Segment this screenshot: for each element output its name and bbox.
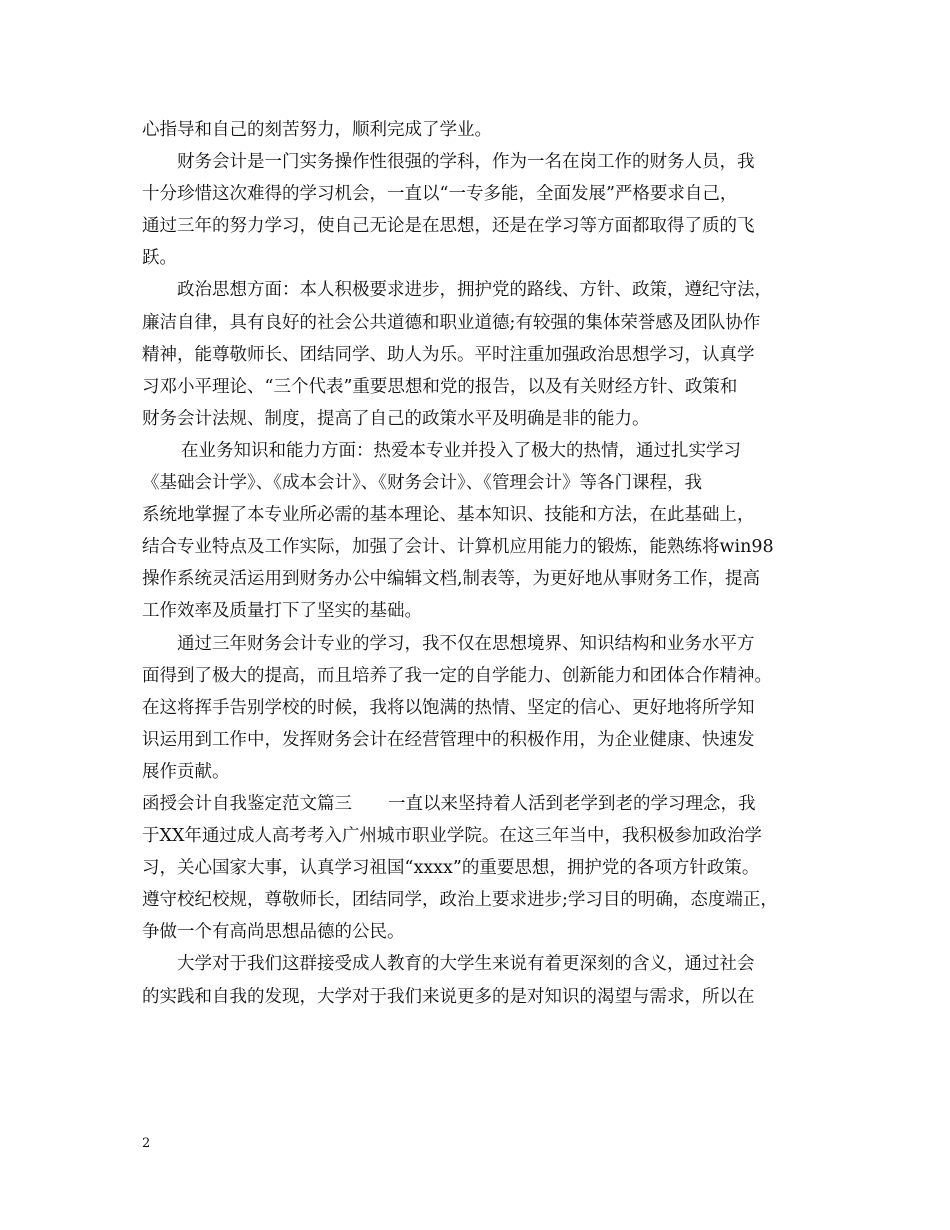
- text-line: 结合专业特点及工作实际，加强了会计、计算机应用能力的锻炼，能熟练将win98: [142, 537, 774, 558]
- text-line: 廉洁自律，具有良好的社会公共道德和职业道德;有较强的集体荣誉感及团队协作: [142, 312, 761, 333]
- text-line: 跃。: [142, 248, 177, 269]
- page-number: 2: [142, 1136, 151, 1151]
- text-line: 财务会计是一门实务操作性很强的学科，作为一名在岗工作的财务人员，我: [177, 152, 755, 173]
- text-line: 政治思想方面：本人积极要求进步，拥护党的路线、方针、政策，遵纪守法，: [177, 280, 772, 301]
- text-line: 精神，能尊敬师长、团结同学、助人为乐。平时注重加强政治思想学习，认真学: [142, 344, 755, 365]
- section-heading-line: [142, 788, 814, 820]
- text-line: 操作系统灵活运用到财务办公中编辑文档,制表等，为更好地从事财务工作，提高: [142, 569, 761, 590]
- text-line: 在这将挥手告别学校的时候，我将以饱满的热情、坚定的信心、更好地将所学知: [142, 697, 755, 718]
- text-line: 十分珍惜这次难得的学习机会，一直以“一专多能，全面发展”严格要求自己，: [142, 184, 738, 205]
- text-line: 展作贡献。: [142, 761, 230, 782]
- text-line: 习邓小平理论、“三个代表”重要思想和党的报告，以及有关财经方针、政策和: [142, 376, 738, 397]
- text-line: 识运用到工作中，发挥财务会计在经营管理中的积极作用，为企业健康、快速发: [142, 729, 755, 750]
- text-line: 的实践和自我的发现，大学对于我们来说更多的是对知识的渴望与需求，所以在: [142, 986, 755, 1007]
- text-line: 在业务知识和能力方面：热爱本专业并投入了极大的热情，通过扎实学习: [181, 440, 741, 461]
- text-line: 通过三年的努力学习，使自己无论是在思想，还是在学习等方面都取得了质的飞: [142, 216, 755, 237]
- text-line: 财务会计法规、制度，提高了自己的政策水平及明确是非的能力。: [142, 408, 650, 429]
- text-line: 大学对于我们这群接受成人教育的大学生来说有着更深刻的含义，通过社会: [177, 954, 755, 975]
- text-line: 于XX年通过成人高考考入广州城市职业学院。在这三年当中，我积极参加政治学: [142, 826, 762, 847]
- text-line: 习，关心国家大事，认真学习祖国“xxxx”的重要思想，拥护党的各项方针政策。: [142, 858, 760, 879]
- text-span: 一直以来坚持着人活到老学到老的学习理念，我: [388, 793, 756, 814]
- text-line: 通过三年财务会计专业的学习，我不仅在思想境界、知识结构和业务水平方: [177, 633, 755, 654]
- text-line: 面得到了极大的提高，而且培养了我一定的自学能力、创新能力和团体合作精神。: [142, 665, 772, 686]
- document-body: [142, 114, 814, 1013]
- text-line: 系统地掌握了本专业所必需的基本理论、基本知识、技能和方法，在此基础上，: [142, 505, 755, 526]
- text-line: 争做一个有高尚思想品德的公民。: [142, 922, 405, 943]
- text-line: 心指导和自己的刻苦努力，顺利完成了学业。: [142, 120, 492, 140]
- section-heading: 函授会计自我鉴定范文篇三: [142, 793, 352, 814]
- text-line: 工作效率及质量打下了坚实的基础。: [142, 601, 422, 622]
- text-line: 《基础会计学》、《成本会计》、《财务会计》、《管理会计》等各门课程，我: [142, 473, 702, 494]
- text-line: 遵守校纪校规，尊敬师长，团结同学，政治上要求进步;学习目的明确，态度端正，: [142, 890, 778, 911]
